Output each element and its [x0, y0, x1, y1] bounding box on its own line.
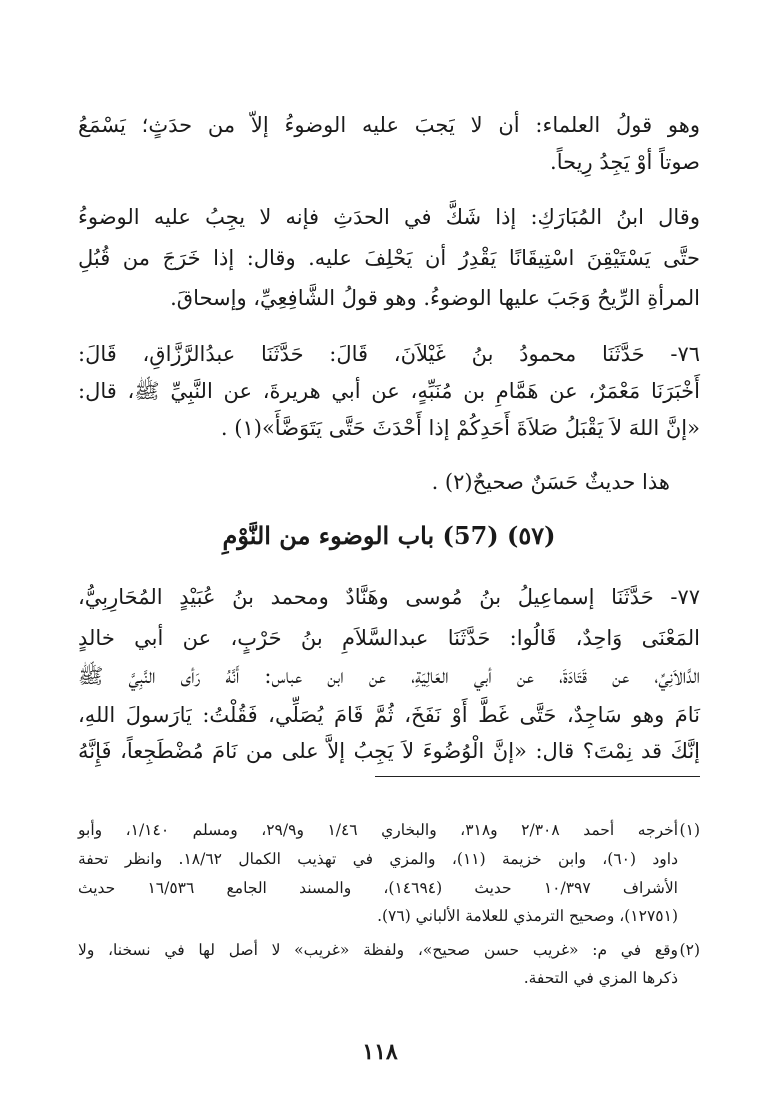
footnote-line: (١٢٧٥١)، وصحيح الترمذي للعلامة الألباني (٧٦). — [377, 907, 678, 925]
text-line: المَعْنَى وَاحِدٌ، قَالُوا: حَدَّثَنَا عبدالسَّلاَمِ بنُ حَرْبٍ، عن أبي خالدٍ — [78, 626, 700, 650]
footnote-marker: (٢) — [679, 941, 700, 959]
text-line: «إنَّ اللهَ لاَ يَقْبَلُ صَلاَةَ أَحَدِكُمْ إذا أَحْدَثَ حَتَّى يَتَوَضَّأَ»(١) . — [220, 416, 700, 440]
footnote-line: الأشراف ١٠/٣٩٧ حديث (١٤٦٩٤)، والمسند الجامع ١٦/٥٣٦ حديث — [78, 879, 678, 897]
grading-line: هذا حديثٌ حَسَنٌ صحيحٌ(٢) . — [431, 470, 670, 494]
footnote-line: وقع في م: «غريب حسن صحيح»، ولفظة «غريب» لا أصل لها في نسخنا، ولا — [78, 941, 678, 959]
text-line: وقال ابنُ المُبَارَكِ: إذا شَكَّ في الحدَثِ فإنه لا يجِبُ عليه الوضوءُ — [78, 205, 700, 229]
main-text-2 — [78, 0, 700, 800]
text-line: وهو قولُ العلماء: أن لا يَجبَ عليه الوضوءُ إلاّ من حدَثٍ؛ يَسْمَعُ — [78, 113, 700, 137]
text-line: أَخْبَرَنَا مَعْمَرٌ، عن هَمَّامِ بن مُنَبِّهٍ، عن أبي هريرةَ، عن النَّبِيِّ ﷺ، قال: — [78, 379, 700, 403]
footnote-separator — [375, 776, 700, 777]
hadith-76-line: ٧٦- حَدَّثَنَا محمودُ بنُ غَيْلاَنَ، قَالَ: حَدَّثَنَا عبدُالرَّزَّاقِ، قَالَ: — [78, 342, 700, 366]
page-number: ١١٨ — [362, 1039, 398, 1065]
text-line: المرأةِ الرِّيحُ وَجَبَ عليها الوضوءُ. وهو قولُ الشَّافِعِيِّ، وإسحاقَ. — [170, 286, 700, 310]
hadith-77-line: ٧٧- حَدَّثَنَا إسماعِيلُ بنُ مُوسى وهَنَّادٌ ومحمد بنُ عُبَيْدٍ المُحَارِبِيُّ، — [78, 585, 700, 609]
footnote-line: داود (٦٠)، وابن خزيمة (١١)، والمزي في تهذيب الكمال ١٨/٦٢. وانظر تحفة — [78, 850, 679, 868]
footnote-line: أخرجه أحمد ٢/٣٠٨ و٣١٨، والبخاري ١/٤٦ و٢٩/٩، ومسلم ١/١٤٠، وأبو — [78, 821, 679, 839]
text-line: نَامَ وهو سَاجِدٌ، حَتَّى غَطَّ أَوْ نَفَخَ، ثُمَّ قَامَ يُصَلِّي، فَقُلْتُ: يَارَسولَ اللهِ، — [78, 703, 700, 727]
text-line: الدَّالاَنِيِّ، عن قَتَادَةَ، عن أبي العَالِيَةِ، عن ابن عباس: أَنَّهُ رَأى النَّبِيَّ ﷺ — [78, 664, 700, 688]
chapter-heading: (٥٧) (57) باب الوضوء من النَّوْمِ — [222, 521, 556, 550]
footnote-line: ذكرها المزي في التحفة. — [523, 969, 678, 987]
text-line: صوتاً أوْ يَجِدُ رِيحاً. — [550, 150, 700, 174]
footnote-marker: (١) — [679, 821, 700, 839]
text-line: إنَّكَ قد نِمْتَ؟ قال: «إنَّ الْوُضُوءَ لاَ يَجِبُ إلاَّ على من نَامَ مُضْطَجِعاً، فَإِنَّهُ — [78, 739, 700, 763]
text-line: حتَّى يَسْتَيْقِنَ اسْتِيقَانًا يَقْدِرُ أن يَحْلِفَ عليه. وقال: إذا خَرَجَ من قُبُلِ — [78, 246, 700, 270]
